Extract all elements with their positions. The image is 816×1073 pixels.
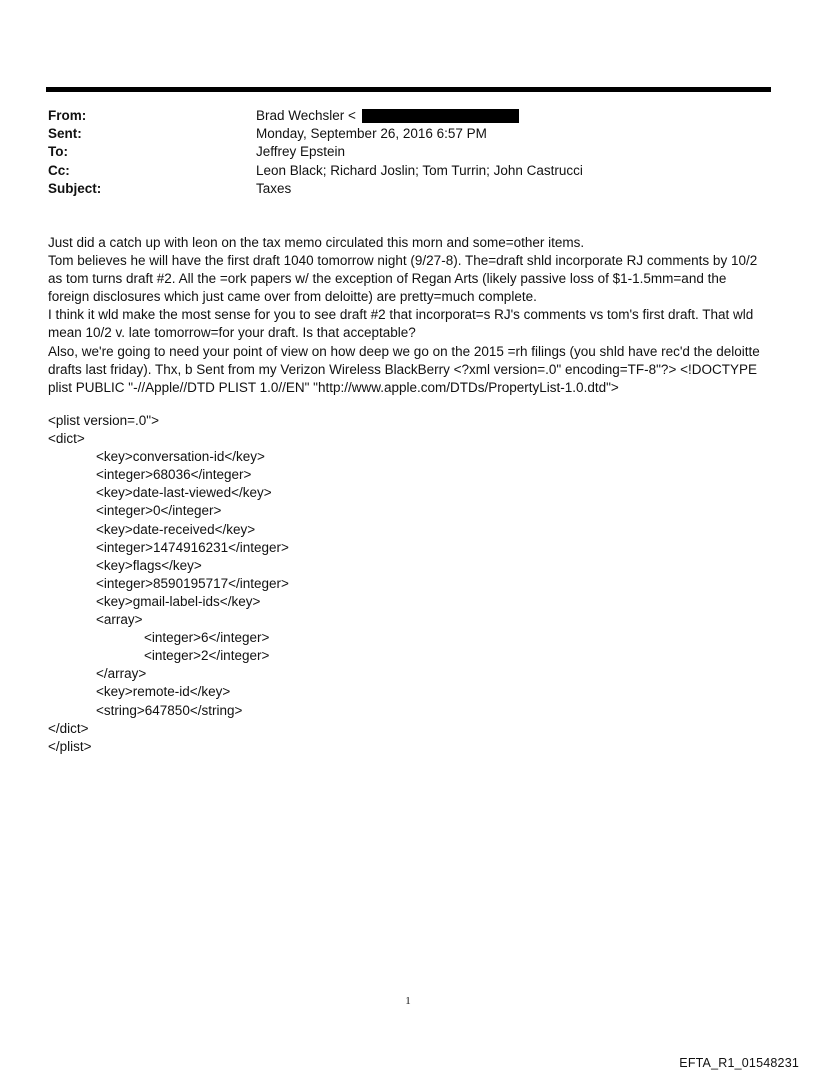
from-row [48, 107, 768, 125]
subject-value: Taxes [256, 180, 292, 196]
from-label: From: [48, 108, 87, 123]
to-row [48, 143, 768, 161]
subject-row [48, 180, 768, 198]
sent-value: Monday, September 26, 2016 6:57 PM [256, 126, 487, 142]
sender-name: Brad Wechsler < [256, 108, 356, 123]
body-paragraph: I think it wld make the most sense for you to see draft #2 that incorporat=s RJ's comments vs tom's first draft. That wld mean 10/2 v. late tomorrow=for your draft. Is that acceptable? [48, 307, 754, 341]
body-paragraph: Just did a catch up with leon on the tax memo circulated this morn and some=other items. [48, 235, 585, 250]
document-id: EFTA_R1_01548231 [679, 1056, 799, 1070]
plist-line: </plist> [48, 738, 92, 754]
sent-label: Sent: [48, 126, 82, 142]
plist-line: <integer>6</integer> [144, 630, 270, 646]
plist-line: <dict> [48, 431, 85, 447]
sent-row [48, 125, 768, 143]
plist-line: <string>647850</string> [96, 702, 243, 718]
to-label: To: [48, 144, 68, 160]
plist-line: <key>conversation-id</key> [96, 449, 265, 465]
page-number: 1 [405, 995, 411, 1007]
header-divider [46, 87, 771, 92]
plist-line: <key>date-received</key> [96, 521, 256, 537]
plist-block [48, 412, 648, 756]
email-header [48, 107, 768, 198]
subject-label: Subject: [48, 180, 102, 196]
plist-line: <integer>1474916231</integer> [96, 539, 289, 555]
plist-line: <integer>68036</integer> [96, 467, 252, 483]
cc-value: Leon Black; Richard Joslin; Tom Turrin; John Castrucci [256, 162, 583, 178]
plist-line: <integer>0</integer> [96, 503, 222, 519]
plist-line: <key>date-last-viewed</key> [96, 485, 272, 501]
cc-row [48, 162, 768, 180]
to-value: Jeffrey Epstein [256, 144, 346, 160]
plist-line: <integer>2</integer> [144, 648, 270, 664]
redaction-block [362, 109, 519, 123]
plist-line: </array> [96, 666, 147, 682]
body-paragraph: Tom believes he will have the first draft 1040 tomorrow night (9/27-8). The=draft shld incorporate RJ comments by 10/2 as tom turns draft #2. All the =ork papers w/ the exception of Regan Arts (likely passive loss of $1-1.5mm=and the foreign disclosures which just came over from deloitte) are pretty=much complete. [48, 253, 758, 305]
body-paragraph: Also, we're going to need your point of view on how deep we go on the 2015 =rh filings (you shld have rec'd the deloitte drafts last friday). Thx, b Sent from my Verizon Wireless BlackBerry <?xml version=.0" encoding=TF-8"?> <!DOCTYPE plist PUBLIC "-//Apple//DTD PLIST 1.0//EN" "http://www.apple.com/DTDs/PropertyList-1.0.dtd"> [48, 343, 760, 395]
plist-line: </dict> [48, 720, 89, 736]
email-body [48, 234, 770, 397]
plist-line: <array> [96, 612, 143, 628]
plist-line: <key>flags</key> [96, 557, 202, 573]
from-value [256, 107, 519, 125]
plist-line: <key>gmail-label-ids</key> [96, 593, 261, 609]
cc-label: Cc: [48, 162, 70, 178]
plist-line: <key>remote-id</key> [96, 684, 231, 700]
plist-line: <plist version=.0"> [48, 413, 159, 428]
plist-line: <integer>8590195717</integer> [96, 575, 289, 591]
